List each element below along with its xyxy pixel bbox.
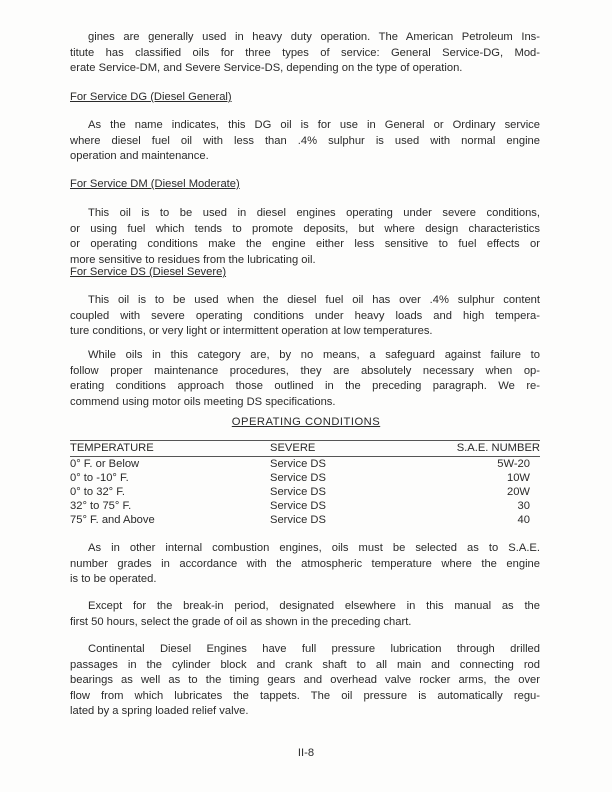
cell-temperature: 0° to -10° F. <box>70 472 129 484</box>
text-line: erate Service-DM, and Severe Service-DS, depending on the type of operation. <box>70 62 463 74</box>
text-line: or operating conditions make the engine either less sensitive to fuel effects or <box>70 238 540 250</box>
cell-sae: 40 <box>517 514 530 526</box>
text-line: As in other internal combustion engines, oils must be selected as to S.A.E. <box>88 542 540 554</box>
header-sae-number: S.A.E. NUMBER <box>456 442 540 454</box>
text-line: As the name indicates, this DG oil is for use in General or Ordinary service <box>88 119 540 131</box>
text-line: Continental Diesel Engines have full pressure lubrication through drilled <box>88 643 540 655</box>
text-line: lated by a spring loaded relief valve. <box>70 705 249 717</box>
text-line: This oil is to be used when the diesel fuel oil has over .4% sulphur content <box>88 294 540 306</box>
table-row <box>70 471 540 485</box>
table-title: OPERATING CONDITIONS <box>231 416 381 428</box>
text-line: number grades in accordance with the atmospheric temperature where the engine <box>70 557 540 570</box>
heading-service-dg: For Service DG (Diesel General) <box>70 91 232 103</box>
cell-sae: 30 <box>517 500 530 512</box>
text-line: bearings as well as to the timing gears and overhead valve rocker arms, the over <box>70 674 540 686</box>
cell-service: Service DS <box>270 458 326 470</box>
text-line: where diesel fuel oil with less than .4% sulphur is used with normal engine <box>70 134 540 147</box>
text-line: operation and maintenance. <box>70 150 209 162</box>
ds-paragraph <box>70 293 540 340</box>
text-line: While oils in this category are, by no means, a safeguard against failure to <box>88 349 540 361</box>
text-line: commend using motor oils meeting DS specifications. <box>70 395 336 408</box>
cell-service: Service DS <box>270 500 326 512</box>
cell-service: Service DS <box>270 472 326 484</box>
cell-service: Service DS <box>270 486 326 498</box>
operating-conditions-table <box>70 440 540 527</box>
intro-paragraph <box>70 30 540 77</box>
text-line: ture conditions, or very light or intermittent operation at low temperatures. <box>70 325 433 337</box>
header-temperature: TEMPERATURE <box>70 442 154 454</box>
text-line: is to be operated. <box>70 573 157 585</box>
cell-sae: 5W-20 <box>497 458 530 470</box>
table-row <box>70 499 540 513</box>
dg-paragraph <box>70 118 540 165</box>
text-line: flow from which lubricates the tappets. The oil pressure is automatically regu- <box>70 689 540 702</box>
text-line: first 50 hours, select the grade of oil as shown in the preceding chart. <box>70 615 412 628</box>
text-line: This oil is to be used in diesel engines operating under severe conditions, <box>88 207 540 219</box>
text-line: passages in the cylinder block and crank shaft to all main and connecting rod <box>70 658 540 671</box>
cell-temperature: 75° F. and Above <box>70 514 155 526</box>
header-severe: SEVERE <box>270 442 316 454</box>
cell-service: Service DS <box>270 514 326 526</box>
text-line: erating conditions approach those outlined in the preceding paragraph. We re- <box>70 380 540 392</box>
text-line: or using fuel which tends to promote deposits, but where design characteristics <box>70 222 540 235</box>
cell-sae: 20W <box>506 486 530 498</box>
asin-paragraph <box>70 541 540 588</box>
heading-service-ds: For Service DS (Diesel Severe) <box>70 266 227 278</box>
text-line: follow proper maintenance procedures, they are absolutely necessary when op- <box>70 364 540 377</box>
text-line: more sensitive to residues from the lubricating oil. <box>70 253 316 266</box>
text-line: titute has classified oils for three types of service: General Service-DG, Mod- <box>70 46 540 59</box>
text-line: coupled with severe operating conditions under heavy loads and high tempera- <box>70 309 540 322</box>
text-line: gines are generally used in heavy duty operation. The American Petroleum Ins- <box>88 31 540 43</box>
table-row <box>70 513 540 527</box>
table-row <box>70 457 540 471</box>
cell-temperature: 32° to 75° F. <box>70 500 132 512</box>
while-paragraph <box>70 348 540 410</box>
cell-sae: 10W <box>506 472 530 484</box>
table-header-row <box>70 441 540 457</box>
table-row <box>70 485 540 499</box>
text-line: Except for the break-in period, designated elsewhere in this manual as the <box>88 600 540 612</box>
except-paragraph <box>70 599 540 630</box>
cell-temperature: 0° to 32° F. <box>70 486 125 498</box>
heading-service-dm: For Service DM (Diesel Moderate) <box>70 178 240 190</box>
page-number: II-8 <box>297 747 315 759</box>
continental-paragraph <box>70 642 540 720</box>
dm-paragraph <box>70 206 540 268</box>
cell-temperature: 0° F. or Below <box>70 458 140 470</box>
